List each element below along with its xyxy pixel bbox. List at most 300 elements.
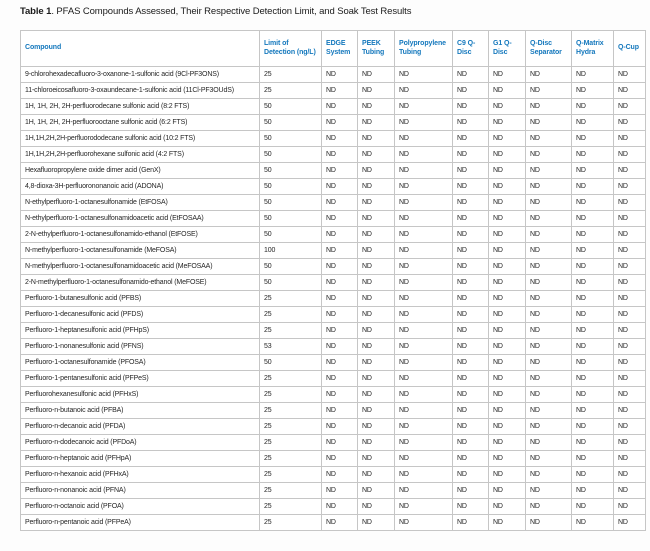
result-cell: ND — [489, 179, 526, 195]
result-cell: ND — [572, 195, 614, 211]
result-cell: ND — [614, 179, 646, 195]
result-cell: ND — [526, 195, 572, 211]
result-cell: ND — [526, 451, 572, 467]
result-cell: ND — [489, 323, 526, 339]
column-header-q-disc-separator: Q-Disc Separator — [526, 31, 572, 67]
result-cell: ND — [453, 307, 489, 323]
detection-limit-cell: 50 — [260, 179, 322, 195]
result-cell: ND — [453, 387, 489, 403]
result-cell: ND — [489, 403, 526, 419]
pfas-results-table — [20, 30, 646, 531]
result-cell: ND — [489, 147, 526, 163]
result-cell: ND — [526, 259, 572, 275]
result-cell: ND — [526, 291, 572, 307]
compound-cell: 1H, 1H, 2H, 2H-perfluorooctane sulfonic acid (6:2 FTS) — [21, 115, 260, 131]
table-row — [21, 259, 646, 275]
result-cell: ND — [322, 419, 358, 435]
table-row — [21, 195, 646, 211]
result-cell: ND — [572, 339, 614, 355]
result-cell: ND — [358, 307, 395, 323]
compound-cell: Perfluoro-n-dodecanoic acid (PFDoA) — [21, 435, 260, 451]
result-cell: ND — [395, 67, 453, 83]
result-cell: ND — [453, 499, 489, 515]
table-row — [21, 163, 646, 179]
result-cell: ND — [358, 483, 395, 499]
result-cell: ND — [358, 403, 395, 419]
result-cell: ND — [614, 115, 646, 131]
result-cell: ND — [358, 435, 395, 451]
result-cell: ND — [322, 147, 358, 163]
result-cell: ND — [614, 99, 646, 115]
result-cell: ND — [526, 499, 572, 515]
compound-cell: 1H,1H,2H,2H-perfluorohexane sulfonic acid (4:2 FTS) — [21, 147, 260, 163]
result-cell: ND — [572, 467, 614, 483]
result-cell: ND — [489, 115, 526, 131]
result-cell: ND — [322, 163, 358, 179]
result-cell: ND — [489, 195, 526, 211]
result-cell: ND — [526, 83, 572, 99]
result-cell: ND — [614, 371, 646, 387]
result-cell: ND — [489, 243, 526, 259]
detection-limit-cell: 25 — [260, 499, 322, 515]
result-cell: ND — [358, 83, 395, 99]
detection-limit-cell: 25 — [260, 307, 322, 323]
detection-limit-cell: 25 — [260, 435, 322, 451]
table-row — [21, 387, 646, 403]
result-cell: ND — [453, 67, 489, 83]
result-cell: ND — [526, 179, 572, 195]
result-cell: ND — [358, 211, 395, 227]
result-cell: ND — [572, 115, 614, 131]
result-cell: ND — [322, 355, 358, 371]
result-cell: ND — [526, 371, 572, 387]
result-cell: ND — [322, 179, 358, 195]
result-cell: ND — [453, 467, 489, 483]
result-cell: ND — [358, 115, 395, 131]
result-cell: ND — [489, 211, 526, 227]
result-cell: ND — [322, 99, 358, 115]
table-row — [21, 339, 646, 355]
detection-limit-cell: 50 — [260, 227, 322, 243]
table-caption — [20, 6, 411, 17]
result-cell: ND — [526, 243, 572, 259]
result-cell: ND — [614, 419, 646, 435]
table-header — [21, 31, 646, 67]
column-header-polypropylene-tubing: Polypropylene Tubing — [395, 31, 453, 67]
table-row — [21, 243, 646, 259]
table-row — [21, 467, 646, 483]
result-cell: ND — [614, 83, 646, 99]
compound-cell: 4,8-dioxa-3H-perfluorononanoic acid (ADONA) — [21, 179, 260, 195]
result-cell: ND — [526, 419, 572, 435]
compound-cell: Perfluoro-n-hexanoic acid (PFHxA) — [21, 467, 260, 483]
table-row — [21, 291, 646, 307]
result-cell: ND — [572, 371, 614, 387]
result-cell: ND — [489, 467, 526, 483]
result-cell: ND — [572, 387, 614, 403]
result-cell: ND — [358, 163, 395, 179]
result-cell: ND — [489, 291, 526, 307]
result-cell: ND — [322, 243, 358, 259]
table-row — [21, 419, 646, 435]
result-cell: ND — [395, 195, 453, 211]
compound-cell: Perfluorohexanesulfonic acid (PFHxS) — [21, 387, 260, 403]
result-cell: ND — [489, 99, 526, 115]
detection-limit-cell: 25 — [260, 387, 322, 403]
result-cell: ND — [572, 355, 614, 371]
result-cell: ND — [614, 435, 646, 451]
result-cell: ND — [395, 131, 453, 147]
result-cell: ND — [453, 195, 489, 211]
table-row — [21, 435, 646, 451]
table-row — [21, 403, 646, 419]
table-row — [21, 99, 646, 115]
result-cell: ND — [395, 419, 453, 435]
result-cell: ND — [526, 211, 572, 227]
result-cell: ND — [526, 515, 572, 531]
table-row — [21, 83, 646, 99]
result-cell: ND — [614, 275, 646, 291]
result-cell: ND — [395, 387, 453, 403]
result-cell: ND — [614, 323, 646, 339]
result-cell: ND — [614, 467, 646, 483]
table-row — [21, 355, 646, 371]
result-cell: ND — [358, 131, 395, 147]
result-cell: ND — [453, 83, 489, 99]
result-cell: ND — [614, 291, 646, 307]
detection-limit-cell: 25 — [260, 403, 322, 419]
column-header-q-matrix-hydra: Q-Matrix Hydra — [572, 31, 614, 67]
result-cell: ND — [395, 307, 453, 323]
result-cell: ND — [358, 99, 395, 115]
result-cell: ND — [322, 323, 358, 339]
result-cell: ND — [395, 451, 453, 467]
result-cell: ND — [322, 67, 358, 83]
result-cell: ND — [526, 147, 572, 163]
result-cell: ND — [395, 339, 453, 355]
result-cell: ND — [614, 355, 646, 371]
result-cell: ND — [489, 339, 526, 355]
result-cell: ND — [489, 163, 526, 179]
result-cell: ND — [358, 195, 395, 211]
result-cell: ND — [358, 147, 395, 163]
result-cell: ND — [453, 403, 489, 419]
table-row — [21, 131, 646, 147]
result-cell: ND — [358, 67, 395, 83]
result-cell: ND — [322, 371, 358, 387]
result-cell: ND — [395, 115, 453, 131]
result-cell: ND — [526, 467, 572, 483]
result-cell: ND — [572, 259, 614, 275]
detection-limit-cell: 50 — [260, 259, 322, 275]
result-cell: ND — [453, 339, 489, 355]
result-cell: ND — [322, 339, 358, 355]
result-cell: ND — [489, 259, 526, 275]
table-row — [21, 499, 646, 515]
result-cell: ND — [395, 371, 453, 387]
table-header-row — [21, 31, 646, 67]
result-cell: ND — [489, 355, 526, 371]
compound-cell: Perfluoro-n-nonanoic acid (PFNA) — [21, 483, 260, 499]
result-cell: ND — [358, 451, 395, 467]
result-cell: ND — [322, 275, 358, 291]
result-cell: ND — [453, 227, 489, 243]
detection-limit-cell: 25 — [260, 451, 322, 467]
result-cell: ND — [453, 147, 489, 163]
result-cell: ND — [453, 115, 489, 131]
detection-limit-cell: 50 — [260, 195, 322, 211]
table-row — [21, 371, 646, 387]
result-cell: ND — [453, 323, 489, 339]
column-header-peek-tubing: PEEK Tubing — [358, 31, 395, 67]
result-cell: ND — [572, 323, 614, 339]
detection-limit-cell: 25 — [260, 483, 322, 499]
result-cell: ND — [395, 355, 453, 371]
detection-limit-cell: 50 — [260, 99, 322, 115]
result-cell: ND — [526, 227, 572, 243]
table-row — [21, 67, 646, 83]
detection-limit-cell: 50 — [260, 211, 322, 227]
result-cell: ND — [395, 83, 453, 99]
result-cell: ND — [572, 83, 614, 99]
result-cell: ND — [322, 515, 358, 531]
result-cell: ND — [358, 355, 395, 371]
column-header-g1-q-disc: G1 Q-Disc — [489, 31, 526, 67]
detection-limit-cell: 50 — [260, 115, 322, 131]
compound-cell: Perfluoro-n-butanoic acid (PFBA) — [21, 403, 260, 419]
result-cell: ND — [572, 307, 614, 323]
result-cell: ND — [614, 307, 646, 323]
result-cell: ND — [572, 419, 614, 435]
result-cell: ND — [572, 435, 614, 451]
result-cell: ND — [489, 83, 526, 99]
detection-limit-cell: 50 — [260, 275, 322, 291]
result-cell: ND — [322, 211, 358, 227]
table-row — [21, 451, 646, 467]
result-cell: ND — [322, 435, 358, 451]
result-cell: ND — [614, 243, 646, 259]
result-cell: ND — [322, 467, 358, 483]
compound-cell: Perfluoro-1-octanesulfonamide (PFOSA) — [21, 355, 260, 371]
result-cell: ND — [572, 67, 614, 83]
result-cell: ND — [395, 467, 453, 483]
compound-cell: 1H,1H,2H,2H-perfluorododecane sulfonic acid (10:2 FTS) — [21, 131, 260, 147]
result-cell: ND — [453, 515, 489, 531]
result-cell: ND — [453, 259, 489, 275]
result-cell: ND — [614, 131, 646, 147]
result-cell: ND — [489, 483, 526, 499]
result-cell: ND — [526, 275, 572, 291]
result-cell: ND — [358, 339, 395, 355]
result-cell: ND — [572, 243, 614, 259]
table-row — [21, 179, 646, 195]
compound-cell: Perfluoro-n-pentanoic acid (PFPeA) — [21, 515, 260, 531]
result-cell: ND — [395, 499, 453, 515]
result-cell: ND — [395, 275, 453, 291]
compound-cell: N-ethylperfluoro-1-octanesulfonamidoacetic acid (EtFOSAA) — [21, 211, 260, 227]
result-cell: ND — [453, 291, 489, 307]
result-cell: ND — [614, 259, 646, 275]
result-cell: ND — [322, 387, 358, 403]
result-cell: ND — [526, 67, 572, 83]
compound-cell: 9-chlorohexadecafluoro-3-oxanone-1-sulfonic acid (9Cl-PF3ONS) — [21, 67, 260, 83]
result-cell: ND — [453, 355, 489, 371]
result-cell: ND — [572, 275, 614, 291]
compound-cell: Hexafluoropropylene oxide dimer acid (GenX) — [21, 163, 260, 179]
detection-limit-cell: 25 — [260, 419, 322, 435]
result-cell: ND — [358, 243, 395, 259]
result-cell: ND — [395, 483, 453, 499]
compound-cell: N-ethylperfluoro-1-octanesulfonamide (EtFOSA) — [21, 195, 260, 211]
result-cell: ND — [526, 131, 572, 147]
result-cell: ND — [489, 371, 526, 387]
result-cell: ND — [614, 339, 646, 355]
table-row — [21, 227, 646, 243]
result-cell: ND — [489, 67, 526, 83]
compound-cell: 1H, 1H, 2H, 2H-perfluorodecane sulfonic acid (8:2 FTS) — [21, 99, 260, 115]
table-row — [21, 307, 646, 323]
result-cell: ND — [322, 307, 358, 323]
result-cell: ND — [489, 435, 526, 451]
compound-cell: Perfluoro-1-heptanesulfonic acid (PFHpS) — [21, 323, 260, 339]
result-cell: ND — [395, 435, 453, 451]
result-cell: ND — [322, 259, 358, 275]
result-cell: ND — [322, 291, 358, 307]
result-cell: ND — [395, 259, 453, 275]
result-cell: ND — [526, 355, 572, 371]
result-cell: ND — [395, 515, 453, 531]
result-cell: ND — [489, 419, 526, 435]
result-cell: ND — [572, 499, 614, 515]
result-cell: ND — [614, 163, 646, 179]
result-cell: ND — [322, 131, 358, 147]
detection-limit-cell: 25 — [260, 323, 322, 339]
table-row — [21, 115, 646, 131]
result-cell: ND — [572, 211, 614, 227]
result-cell: ND — [322, 83, 358, 99]
result-cell: ND — [572, 291, 614, 307]
result-cell: ND — [395, 243, 453, 259]
result-cell: ND — [358, 291, 395, 307]
result-cell: ND — [358, 275, 395, 291]
compound-cell: N-methylperfluoro-1-octanesulfonamide (MeFOSA) — [21, 243, 260, 259]
result-cell: ND — [614, 227, 646, 243]
result-cell: ND — [453, 131, 489, 147]
result-cell: ND — [526, 163, 572, 179]
compound-cell: Perfluoro-1-nonanesulfonic acid (PFNS) — [21, 339, 260, 355]
compound-cell: 11-chloroeicosafluoro-3-oxaundecane-1-sulfonic acid (11Cl-PF3OUdS) — [21, 83, 260, 99]
result-cell: ND — [526, 339, 572, 355]
detection-limit-cell: 25 — [260, 291, 322, 307]
table-row — [21, 323, 646, 339]
result-cell: ND — [489, 131, 526, 147]
result-cell: ND — [526, 483, 572, 499]
table-row — [21, 515, 646, 531]
result-cell: ND — [526, 307, 572, 323]
column-header-compound: Compound — [21, 31, 260, 67]
result-cell: ND — [614, 403, 646, 419]
detection-limit-cell: 25 — [260, 467, 322, 483]
result-cell: ND — [572, 451, 614, 467]
result-cell: ND — [322, 403, 358, 419]
result-cell: ND — [526, 99, 572, 115]
result-cell: ND — [358, 179, 395, 195]
result-cell: ND — [395, 227, 453, 243]
result-cell: ND — [358, 419, 395, 435]
result-cell: ND — [453, 451, 489, 467]
result-cell: ND — [489, 387, 526, 403]
table-row — [21, 483, 646, 499]
result-cell: ND — [614, 147, 646, 163]
result-cell: ND — [453, 243, 489, 259]
result-cell: ND — [395, 403, 453, 419]
result-cell: ND — [526, 435, 572, 451]
detection-limit-cell: 50 — [260, 147, 322, 163]
result-cell: ND — [395, 163, 453, 179]
result-cell: ND — [489, 275, 526, 291]
column-header-q-cup: Q-Cup — [614, 31, 646, 67]
result-cell: ND — [572, 131, 614, 147]
table-row — [21, 275, 646, 291]
result-cell: ND — [614, 483, 646, 499]
result-cell: ND — [322, 195, 358, 211]
result-cell: ND — [453, 435, 489, 451]
result-cell: ND — [572, 483, 614, 499]
table-caption-number: Table 1 — [20, 6, 52, 17]
detection-limit-cell: 50 — [260, 131, 322, 147]
result-cell: ND — [358, 499, 395, 515]
result-cell: ND — [526, 387, 572, 403]
result-cell: ND — [453, 163, 489, 179]
result-cell: ND — [395, 179, 453, 195]
result-cell: ND — [572, 227, 614, 243]
result-cell: ND — [453, 371, 489, 387]
result-cell: ND — [526, 323, 572, 339]
result-cell: ND — [489, 515, 526, 531]
column-header-limit-of-detection-ng-l-: Limit of Detection (ng/L) — [260, 31, 322, 67]
result-cell: ND — [322, 115, 358, 131]
result-cell: ND — [358, 515, 395, 531]
result-cell: ND — [489, 227, 526, 243]
result-cell: ND — [572, 403, 614, 419]
result-cell: ND — [572, 147, 614, 163]
result-cell: ND — [614, 67, 646, 83]
result-cell: ND — [489, 307, 526, 323]
compound-cell: Perfluoro-1-butanesulfonic acid (PFBS) — [21, 291, 260, 307]
result-cell: ND — [453, 419, 489, 435]
result-cell: ND — [358, 227, 395, 243]
result-cell: ND — [322, 483, 358, 499]
result-cell: ND — [572, 99, 614, 115]
result-cell: ND — [395, 147, 453, 163]
result-cell: ND — [526, 115, 572, 131]
result-cell: ND — [614, 499, 646, 515]
result-cell: ND — [489, 499, 526, 515]
result-cell: ND — [572, 163, 614, 179]
compound-cell: Perfluoro-1-pentanesulfonic acid (PFPeS) — [21, 371, 260, 387]
compound-cell: N-methylperfluoro-1-octanesulfonamidoacetic acid (MeFOSAA) — [21, 259, 260, 275]
result-cell: ND — [614, 211, 646, 227]
table-row — [21, 147, 646, 163]
column-header-edge-system: EDGE System — [322, 31, 358, 67]
result-cell: ND — [572, 515, 614, 531]
result-cell: ND — [489, 451, 526, 467]
table-body — [21, 67, 646, 531]
result-cell: ND — [358, 387, 395, 403]
detection-limit-cell: 50 — [260, 355, 322, 371]
detection-limit-cell: 25 — [260, 371, 322, 387]
result-cell: ND — [614, 451, 646, 467]
